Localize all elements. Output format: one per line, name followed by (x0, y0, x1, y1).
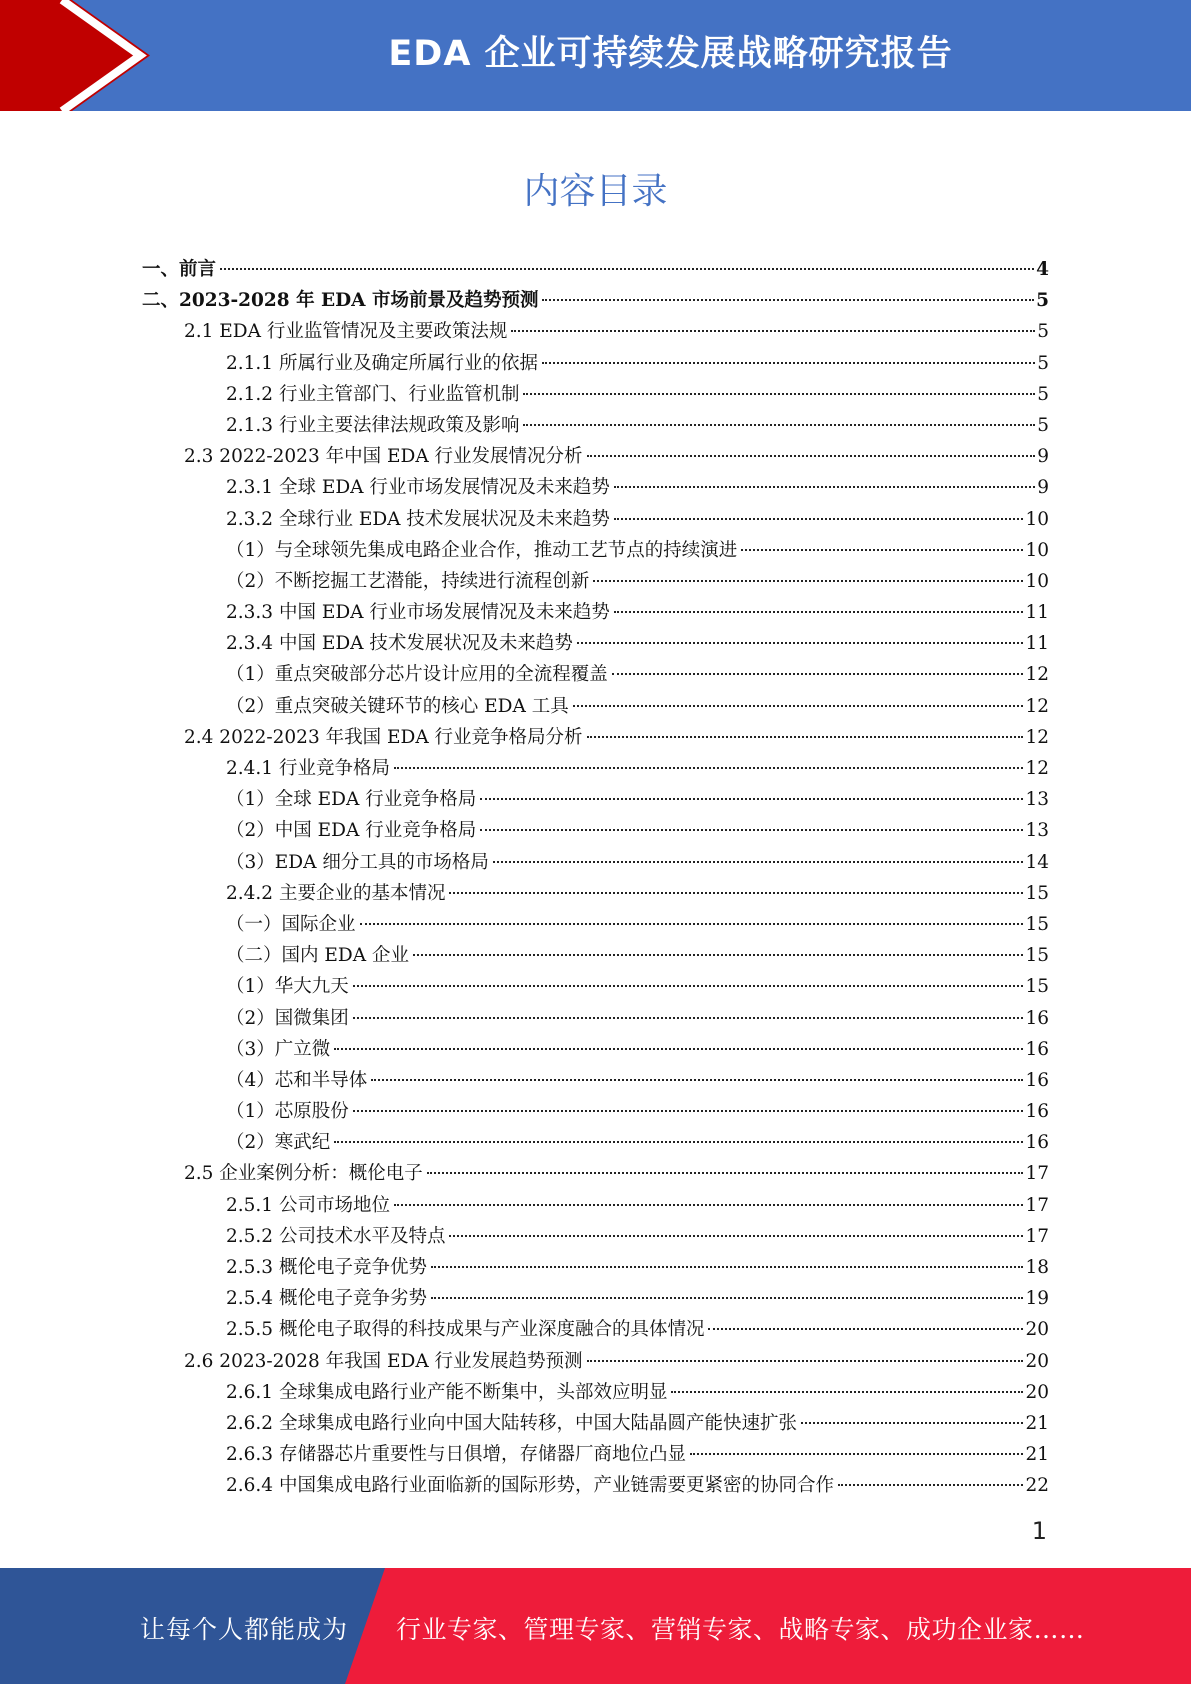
toc-entry[interactable] (142, 316, 1049, 347)
toc-entry[interactable] (142, 504, 1049, 535)
toc-entry-page: 17 (1025, 1194, 1049, 1216)
toc-entry-page: 12 (1025, 695, 1049, 717)
toc-dot-leader (614, 486, 1035, 488)
toc-entry-title: （一）国际企业 (226, 913, 356, 935)
toc-entry[interactable] (142, 1221, 1049, 1252)
toc-entry-page: 5 (1037, 383, 1049, 405)
toc-entry-page: 16 (1025, 1101, 1049, 1123)
toc-entry[interactable] (142, 1096, 1049, 1127)
toc-entry-title: （2）中国 EDA 行业竞争格局 (226, 820, 477, 842)
toc-dot-leader (690, 1453, 1023, 1455)
toc-entry-page: 12 (1025, 726, 1049, 748)
toc-dot-leader (587, 455, 1036, 457)
toc-entry[interactable] (142, 815, 1049, 846)
toc-entry-title: 二、2023-2028 年 EDA 市场前景及趋势预测 (142, 290, 539, 312)
toc-entry[interactable] (142, 1377, 1049, 1408)
toc-entry-page: 16 (1025, 1038, 1049, 1060)
toc-entry[interactable] (142, 1252, 1049, 1283)
toc-entry-title: （2）国微集团 (226, 1007, 349, 1029)
toc-entry[interactable] (142, 410, 1049, 441)
toc-entry-title: 2.3.2 全球行业 EDA 技术发展状况及未来趋势 (226, 508, 610, 530)
toc-dot-leader (671, 1391, 1023, 1393)
toc-entry-title: （4）芯和半导体 (226, 1069, 368, 1091)
toc-entry[interactable] (142, 1439, 1049, 1470)
toc-entry-page: 5 (1036, 290, 1049, 312)
toc-entry[interactable] (142, 441, 1049, 472)
toc-dot-leader (353, 1017, 1024, 1019)
toc-entry-title: 2.3 2022-2023 年中国 EDA 行业发展情况分析 (184, 446, 583, 468)
toc-dot-leader (587, 736, 1024, 738)
toc-dot-leader (708, 1328, 1023, 1330)
toc-entry[interactable] (142, 971, 1049, 1002)
toc-entry-title: 一、前言 (142, 259, 217, 280)
toc-entry-title: 2.5.4 概伦电子竞争劣势 (226, 1288, 427, 1310)
toc-entry[interactable] (142, 1346, 1049, 1377)
toc-entry[interactable] (142, 379, 1049, 410)
toc-entry-title: 2.6.4 中国集成电路行业面临新的国际形势，产业链需要更紧密的协同合作 (226, 1475, 834, 1497)
header-arrow-decoration (0, 0, 150, 111)
toc-entry[interactable] (142, 940, 1049, 971)
toc-dot-leader (353, 1110, 1024, 1112)
toc-entry-page: 5 (1037, 352, 1049, 374)
toc-dot-leader (431, 1297, 1023, 1299)
toc-entry[interactable] (142, 784, 1049, 815)
toc-entry-title: 2.4.1 行业竞争格局 (226, 758, 390, 779)
toc-dot-leader (449, 1235, 1023, 1237)
toc-entry[interactable] (142, 628, 1049, 659)
toc-entry-title: 2.4 2022-2023 年我国 EDA 行业竞争格局分析 (184, 726, 583, 748)
toc-entry[interactable] (142, 1190, 1049, 1221)
toc-entry[interactable] (142, 535, 1049, 566)
toc-entry-title: （1）全球 EDA 行业竞争格局 (226, 789, 477, 811)
toc-entry[interactable] (142, 691, 1049, 722)
toc-entry[interactable] (142, 597, 1049, 628)
toc-entry-page: 4 (1036, 259, 1049, 280)
toc-dot-leader (612, 673, 1024, 675)
toc-dot-leader (587, 1360, 1024, 1362)
toc-entry[interactable] (142, 1034, 1049, 1065)
toc-dot-leader (801, 1422, 1023, 1424)
toc-entry-title: 2.1.2 行业主管部门、行业监管机制 (226, 383, 520, 405)
toc-entry[interactable] (142, 1314, 1049, 1345)
toc-entry-title: 2.3.1 全球 EDA 行业市场发展情况及未来趋势 (226, 477, 610, 499)
toc-dot-leader (741, 549, 1023, 551)
toc-entry[interactable] (142, 1283, 1049, 1314)
toc-entry-page: 10 (1025, 508, 1049, 530)
page-header (0, 0, 1191, 111)
toc-entry-title: 2.5.1 公司市场地位 (226, 1194, 390, 1216)
toc-entry-page: 10 (1025, 539, 1049, 561)
toc-entry-page: 5 (1037, 321, 1049, 343)
toc-entry-page: 18 (1025, 1257, 1049, 1278)
toc-entry-page: 16 (1025, 1007, 1049, 1029)
toc-entry-title: （2）重点突破关键环节的核心 EDA 工具 (226, 695, 569, 717)
toc-entry[interactable] (142, 659, 1049, 690)
toc-entry[interactable] (142, 1003, 1049, 1034)
toc-entry-page: 5 (1037, 414, 1049, 436)
toc-dot-leader (614, 518, 1024, 520)
toc-entry[interactable] (142, 472, 1049, 503)
toc-entry-title: （1）与全球领先集成电路企业合作，推动工艺节点的持续演进 (226, 539, 738, 561)
toc-entry-title: （1）芯原股份 (226, 1101, 349, 1123)
toc-dot-leader (542, 299, 1034, 301)
toc-dot-leader (493, 861, 1024, 863)
toc-dot-leader (394, 767, 1023, 769)
toc-entry-page: 16 (1025, 1132, 1049, 1154)
toc-entry[interactable] (142, 348, 1049, 379)
toc-dot-leader (353, 985, 1024, 987)
toc-entry-page: 11 (1025, 602, 1049, 624)
toc-entry-page: 15 (1025, 945, 1049, 967)
toc-dot-leader (614, 611, 1024, 613)
toc-entry-title: （3）EDA 细分工具的市场格局 (226, 851, 489, 873)
toc-entry-title: （1）华大九天 (226, 976, 349, 998)
report-title: EDA 企业可持续发展战略研究报告 (388, 34, 953, 74)
toc-entry-title: 2.1.1 所属行业及确定所属行业的依据 (226, 352, 538, 374)
toc-entry-title: （3）广立微 (226, 1038, 331, 1060)
toc-entry-page: 21 (1025, 1444, 1049, 1466)
toc-entry-page: 9 (1037, 446, 1049, 468)
toc-entry-title: 2.6 2023-2028 年我国 EDA 行业发展趋势预测 (184, 1350, 583, 1372)
toc-dot-leader (838, 1484, 1023, 1486)
toc-entry-title: 2.6.1 全球集成电路行业产能不断集中，头部效应明显 (226, 1381, 668, 1403)
toc-entry[interactable] (142, 1065, 1049, 1096)
toc-entry-page: 10 (1025, 570, 1049, 592)
toc-entry-title: 2.4.2 主要企业的基本情况 (226, 882, 446, 904)
toc-entry-page: 13 (1025, 820, 1049, 842)
toc-entry-title: 2.1 EDA 行业监管情况及主要政策法规 (184, 321, 508, 343)
toc-entry-title: 2.5.3 概伦电子竞争优势 (226, 1257, 427, 1278)
toc-dot-leader (480, 829, 1023, 831)
toc-entry-title: 2.6.2 全球集成电路行业向中国大陆转移，中国大陆晶圆产能快速扩张 (226, 1412, 797, 1434)
toc-dot-leader (542, 362, 1035, 364)
toc-dot-leader (480, 798, 1023, 800)
toc-entry-page: 11 (1025, 633, 1049, 655)
toc-entry-page: 15 (1025, 976, 1049, 998)
toc-entry-page: 15 (1025, 882, 1049, 904)
page-footer (0, 1568, 1191, 1684)
toc-entry-page: 21 (1025, 1412, 1049, 1434)
toc-entry-page: 14 (1025, 851, 1049, 873)
toc-entry[interactable] (142, 1158, 1049, 1189)
toc-dot-leader (573, 705, 1024, 707)
toc-entry-page: 17 (1025, 1225, 1049, 1247)
toc-dot-leader (523, 424, 1035, 426)
toc-entry[interactable] (142, 285, 1049, 316)
toc-entry[interactable] (142, 909, 1049, 940)
toc-entry[interactable] (142, 1470, 1049, 1501)
toc-dot-leader (394, 1204, 1023, 1206)
toc-entry-page: 12 (1025, 664, 1049, 686)
toc-entry-page: 22 (1025, 1475, 1049, 1497)
toc-dot-leader (523, 393, 1035, 395)
toc-entry-page: 9 (1037, 477, 1049, 499)
toc-entry[interactable] (142, 722, 1049, 753)
toc-entry-page: 13 (1025, 789, 1049, 811)
toc-entry-page: 15 (1025, 913, 1049, 935)
footer-slogan-left: 让每个人都能成为 (140, 1615, 349, 1644)
toc-dot-leader (220, 268, 1034, 270)
toc-entry-page: 20 (1025, 1350, 1049, 1372)
toc-entry-title: 2.5.2 公司技术水平及特点 (226, 1225, 446, 1247)
toc-entry[interactable] (142, 1127, 1049, 1158)
toc-entry[interactable] (142, 1408, 1049, 1439)
toc-dot-leader (334, 1048, 1023, 1050)
toc-entry-title: 2.5.5 概伦电子取得的科技成果与产业深度融合的具体情况 (226, 1319, 705, 1341)
toc-entry-page: 17 (1025, 1163, 1049, 1185)
toc-entry-title: 2.5 企业案例分析：概伦电子 (184, 1163, 423, 1185)
toc-entry[interactable] (142, 878, 1049, 909)
toc-entry-title: 2.3.4 中国 EDA 技术发展状况及未来趋势 (226, 633, 573, 655)
toc-entry-title: 2.3.3 中国 EDA 行业市场发展情况及未来趋势 (226, 602, 610, 624)
toc-entry[interactable] (142, 566, 1049, 597)
toc-dot-leader (511, 330, 1035, 332)
toc-entry-page: 19 (1025, 1288, 1049, 1310)
page-number: 1 (1031, 1517, 1047, 1545)
toc-entry[interactable] (142, 847, 1049, 878)
toc-entry-title: （1）重点突破部分芯片设计应用的全流程覆盖 (226, 664, 608, 686)
toc-heading: 内容目录 (523, 171, 668, 212)
toc-dot-leader (577, 642, 1024, 644)
toc-dot-leader (427, 1172, 1024, 1174)
toc-dot-leader (431, 1266, 1023, 1268)
toc-entry-page: 12 (1025, 758, 1049, 779)
toc-entry-title: （2）寒武纪 (226, 1132, 331, 1154)
toc-entry-title: 2.1.3 行业主要法律法规政策及影响 (226, 414, 520, 436)
toc-entry-title: 2.6.3 存储器芯片重要性与日俱增，存储器厂商地位凸显 (226, 1444, 686, 1466)
toc-dot-leader (334, 1141, 1023, 1143)
toc-entry[interactable] (142, 254, 1049, 285)
toc-dot-leader (449, 892, 1023, 894)
toc-entry-page: 20 (1025, 1381, 1049, 1403)
toc-dot-leader (371, 1079, 1023, 1081)
table-of-contents (142, 254, 1049, 1502)
toc-dot-leader (360, 923, 1024, 925)
toc-entry-page: 20 (1025, 1319, 1049, 1341)
toc-dot-leader (413, 954, 1023, 956)
footer-slogan-right: 行业专家、管理专家、营销专家、战略专家、成功企业家…… (396, 1615, 1085, 1644)
toc-entry-title: （2）不断挖掘工艺潜能，持续进行流程创新 (226, 570, 590, 592)
toc-entry-page: 16 (1025, 1069, 1049, 1091)
toc-dot-leader (593, 580, 1023, 582)
toc-entry[interactable] (142, 753, 1049, 784)
toc-entry-title: （二）国内 EDA 企业 (226, 945, 409, 967)
